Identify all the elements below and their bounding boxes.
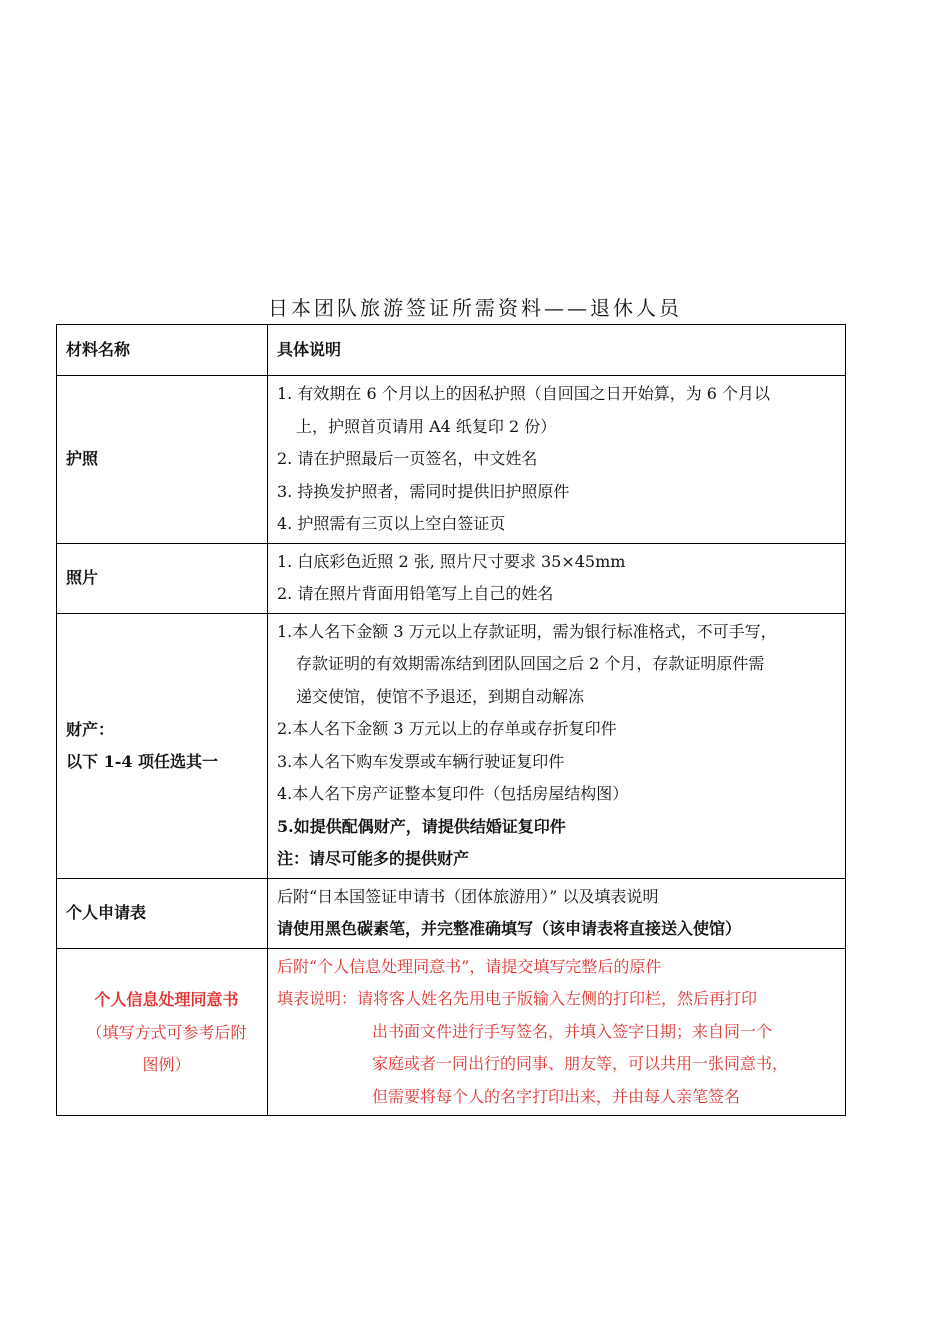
table-row-photo <box>57 543 846 613</box>
description-consent <box>268 948 846 1116</box>
description-passport <box>268 376 846 544</box>
table-row-application <box>57 878 846 948</box>
application-line: 后附“日本国签证申请书（团体旅游用）” 以及填表说明 <box>277 886 659 906</box>
table-row-consent <box>57 948 846 1116</box>
requirements-table <box>56 324 846 1116</box>
property-name-line: 财产： <box>66 719 115 739</box>
header-description: 具体说明 <box>268 325 846 376</box>
description-photo <box>268 543 846 613</box>
property-line: 递交使馆，使馆不予退还，到期自动解冻 <box>296 686 585 706</box>
property-line: 2.本人名下金额 3 万元以上的存单或存折复印件 <box>277 719 617 738</box>
property-line: 存款证明的有效期需冻结到团队回国之后 2 个月，存款证明原件需 <box>296 654 765 673</box>
passport-line: 上，护照首页请用 A4 纸复印 2 份） <box>296 416 557 436</box>
property-line: 1.本人名下金额 3 万元以上存款证明，需为银行标准格式，不可手写， <box>277 621 777 641</box>
property-bold-line: 注：请尽可能多的提供财产 <box>277 849 470 868</box>
photo-line: 1. 白底彩色近照 2 张, 照片尺寸要求 35×45mm <box>277 551 626 571</box>
consent-line: 后附“个人信息处理同意书”，请提交填写完整后的原件 <box>277 956 662 976</box>
passport-line: 3. 持换发护照者，需同时提供旧护照原件 <box>277 481 570 501</box>
passport-line: 1. 有效期在 6 个月以上的因私护照（自回国之日开始算，为 6 个月以 <box>277 384 771 403</box>
application-bold-line: 请使用黑色碳素笔，并完整准确填写（该申请表将直接送入使馆） <box>277 919 742 938</box>
header-material-name: 材料名称 <box>57 325 268 376</box>
passport-line: 4. 护照需有三页以上空白签证页 <box>277 514 506 533</box>
property-bold-line: 5.如提供配偶财产，请提供结婚证复印件 <box>277 816 566 836</box>
table-row-passport <box>57 376 846 544</box>
consent-line: 出书面文件进行手写签名，并填入签字日期；来自同一个 <box>372 1021 773 1041</box>
material-name-photo: 照片 <box>57 543 268 613</box>
description-property <box>268 613 846 878</box>
photo-line: 2. 请在照片背面用铅笔写上自己的姓名 <box>277 584 554 603</box>
table-header-row <box>57 325 846 376</box>
consent-line: 家庭或者一同出行的同事、朋友等，可以共用一张同意书， <box>372 1054 789 1073</box>
table-row-property <box>57 613 846 878</box>
material-name-passport: 护照 <box>57 376 268 544</box>
material-name-consent <box>57 948 268 1116</box>
consent-line: 填表说明：请将客人姓名先用电子版输入左侧的打印栏，然后再打印 <box>277 989 758 1008</box>
consent-name: 个人信息处理同意书 <box>94 989 239 1009</box>
property-line: 3.本人名下购车发票或车辆行驶证复印件 <box>277 751 565 771</box>
consent-note-line: 图例） <box>142 1054 191 1074</box>
description-application <box>268 878 846 948</box>
passport-line: 2. 请在护照最后一页签名，中文姓名 <box>277 449 538 468</box>
document-title: 日本团队旅游签证所需资料——退休人员 <box>268 296 682 320</box>
material-name-property <box>57 613 268 878</box>
material-name-application: 个人申请表 <box>57 878 268 948</box>
property-name-line: 以下 1-4 项任选其一 <box>66 751 219 771</box>
property-line: 4.本人名下房产证整本复印件（包括房屋结构图） <box>277 784 629 803</box>
consent-note-line: （填写方式可参考后附 <box>86 1022 247 1042</box>
consent-line: 但需要将每个人的名字打印出来，并由每人亲笔签名 <box>372 1086 741 1106</box>
